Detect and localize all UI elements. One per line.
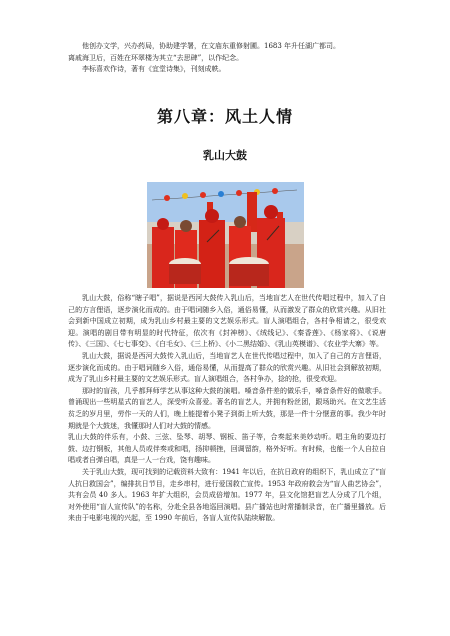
body-text (68, 293, 386, 525)
paragraph: 那时的盲孩，几乎都拜师学艺从事这种大鼓的演唱。嗓音条件差的做乐手，嗓音条件好的做歌手。曾涌现出一些明星式的盲艺人，深受听众喜爱。著名的盲艺人，并拥有粉丝团，跟场助兴。在文艺生活贫乏的岁月里，劳作一天的人们，晚上能提着小凳子到街上听大鼓，那是一件十分惬意的事。我少年时期就是个大鼓迷，我懂那时人们对大鼓的情感。 (68, 386, 386, 430)
intro-text (68, 41, 386, 76)
paragraph: 关于乳山大鼓，现可找到的记载资料大致有：1941 年以后，在抗日政府的组织下，乳山成立了“盲人抗日救国会”，编排抗日节目，走乡串村，进行爱国救亡宣传。1953 年政府救会为“盲人曲艺协会”，共有会员 40 多人。1963 年扩大组织，会员成倍增加。1977 年，县文化馆把盲艺人分成了几个组，对外使用“盲人宣传队”的名称，分赴全县各地巡回演唱。县广播站也时常播制录音，在广播里播放。后来由于电影电视的兴起，至 1990 年前后，各盲人宣传队陆续解散。 (68, 467, 386, 523)
paragraph: 乳山大鼓，俗称“瞎子唱”，据说是西河大鼓传入乳山后，当地盲艺人在世代传唱过程中，加入了自己的方言俚语，逐步演化而成的。由于唱词随乡入俗，通俗易懂，从而激发了群众的欣赏兴趣。从旧社会到新中国成立初期，成为乳山乡村最主要的文艺娱乐形式。盲人演唱组合，各村争相请之，很受欢迎。演唱的剧目带有明显的时代特征，依次有《封神榜》、《绒线记》、《秦香莲》、《杨家将》、《说唐传》、《三国》、《七七事变》、《白毛女》、《三上桥》、《小二黑结婚》、《乳山英模谱》、《农业学大寨》等。 (68, 294, 386, 349)
chapter-title: 第八章：风土人情 (156, 107, 293, 126)
paragraph: 乳山大鼓，据说是西河大鼓传入乳山后，当地盲艺人在世代传唱过程中，加入了自己的方言俚语，逐步演化而成的。由于唱词随乡入俗，通俗易懂，从而提高了群众的欣赏兴趣。从旧社会到解放初期，成为了乳山乡村最主要的文艺娱乐形式。盲人演唱组合，各村争办，捻的抢，很受欢迎。 (68, 351, 386, 384)
section-title: 乳山大鼓 (203, 149, 247, 162)
paragraph: 乳山大鼓的伴乐有，小鼓、三弦、坠琴、胡琴、钢板、笛子等，合奏起来美妙动听。唱主角的要边打鼓、边打钢板，其他人员或伴奏或和唱，扬抑顿挫，回调留韵，格外好听。有时候，也能一个人自拉自唱或者自弹自唱，真是一人一台戏，饶有趣味。 (68, 433, 386, 465)
intro-line: 他创办文学，兴办药局，协助建学署，在文庙东重修射圃。1683 年升任湖广都司。 (82, 42, 341, 50)
intro-line: 李标喜欢作诗，著有《宜堂诗集》，刊刻成帙。 (82, 65, 226, 74)
drum-performance-photo (147, 182, 304, 288)
intro-line: 离戚海卫后，百姓在环翠楼为其立“去思碑”，以作纪念。 (68, 53, 244, 62)
